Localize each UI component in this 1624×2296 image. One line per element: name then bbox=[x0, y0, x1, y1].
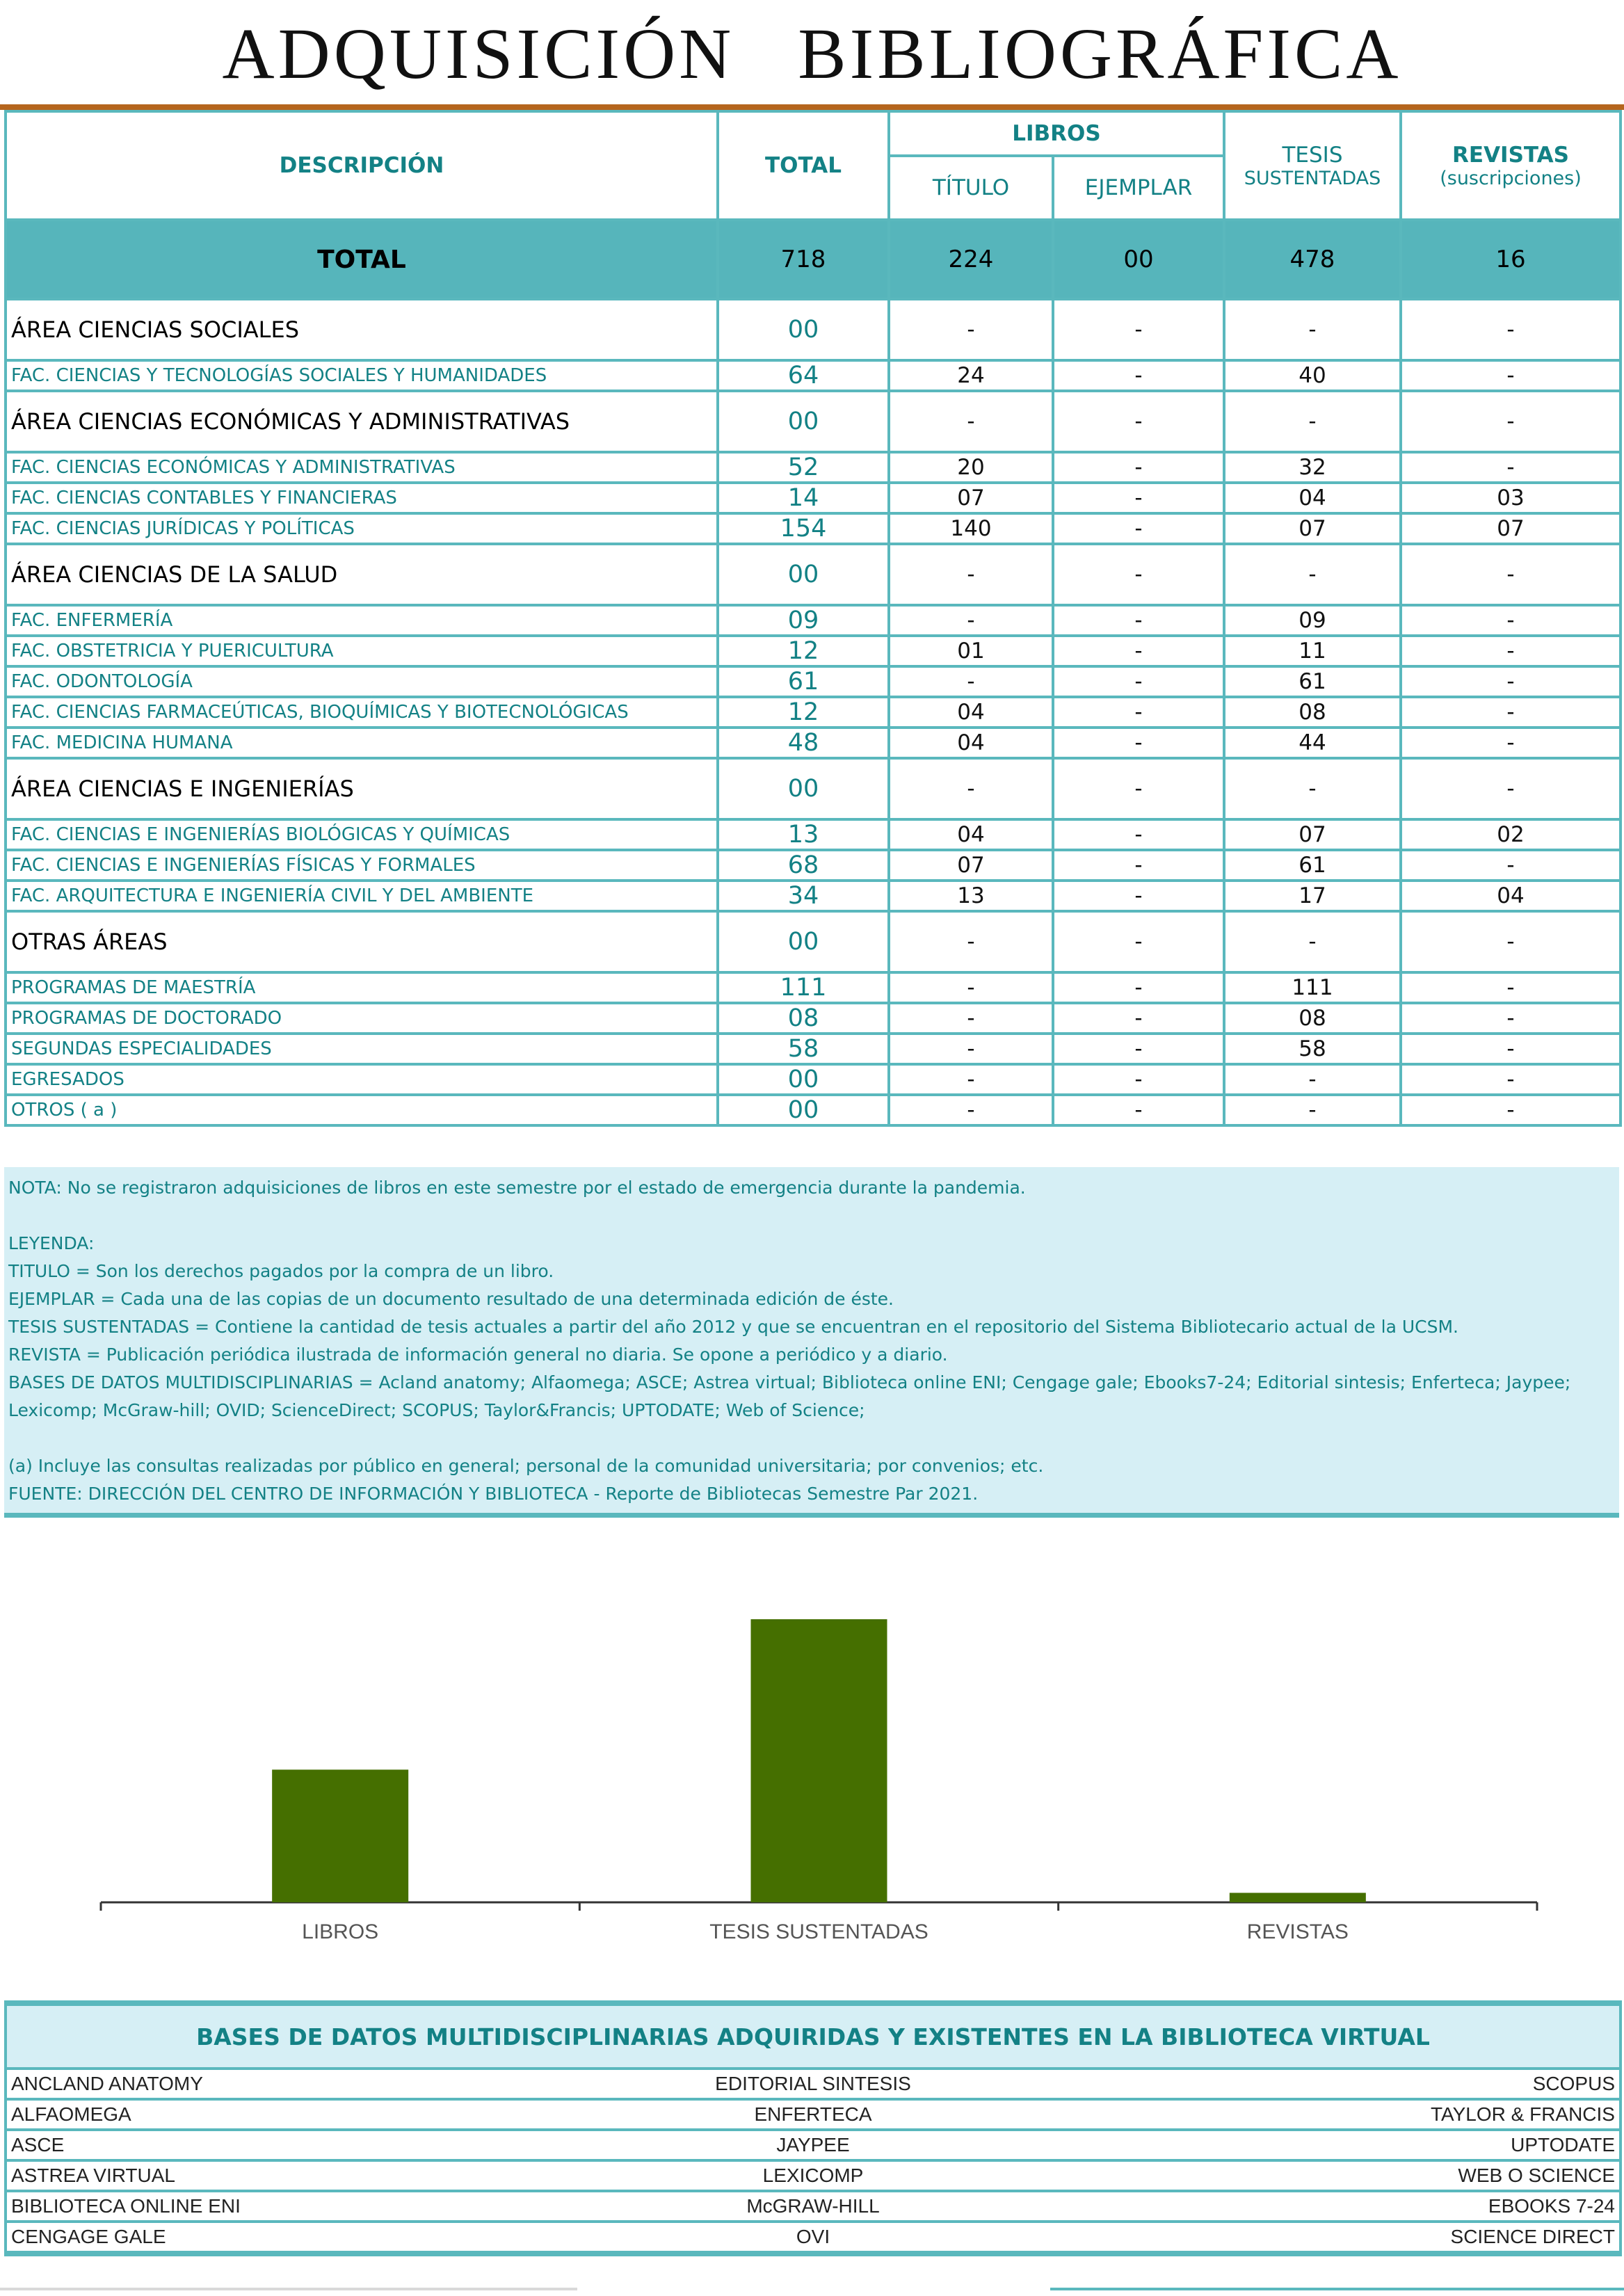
row-total: 111 bbox=[718, 972, 889, 1003]
row-total: 154 bbox=[718, 513, 889, 544]
row-description: FAC. CIENCIAS JURÍDICAS Y POLÍTICAS bbox=[6, 513, 718, 544]
bar-libros bbox=[272, 1769, 408, 1902]
row-total: 00 bbox=[718, 544, 889, 605]
row-titulo: - bbox=[889, 1003, 1053, 1034]
row-titulo: - bbox=[889, 972, 1053, 1003]
faculty-row bbox=[6, 1064, 1621, 1095]
header-revistas bbox=[1401, 111, 1621, 220]
row-ejemplar: - bbox=[1053, 911, 1224, 972]
database-name: CENGAGE GALE bbox=[6, 2222, 544, 2254]
row-revistas: - bbox=[1401, 299, 1621, 360]
notes-panel bbox=[4, 1167, 1619, 1518]
row-ejemplar: - bbox=[1053, 728, 1224, 758]
row-revistas: - bbox=[1401, 605, 1621, 636]
row-revistas: - bbox=[1401, 1064, 1621, 1095]
row-revistas: - bbox=[1401, 1095, 1621, 1125]
footer-rule-left bbox=[0, 2288, 577, 2290]
row-description: FAC. CIENCIAS E INGENIERÍAS FÍSICAS Y FORMALES bbox=[6, 850, 718, 881]
row-description: PROGRAMAS DE MAESTRÍA bbox=[6, 972, 718, 1003]
row-description: ÁREA CIENCIAS ECONÓMICAS Y ADMINISTRATIVAS bbox=[6, 391, 718, 452]
row-total: 14 bbox=[718, 483, 889, 513]
row-titulo: - bbox=[889, 1064, 1053, 1095]
row-description: FAC. ARQUITECTURA E INGENIERÍA CIVIL Y DEL AMBIENTE bbox=[6, 881, 718, 911]
row-total: 09 bbox=[718, 605, 889, 636]
database-name: McGRAW-HILL bbox=[544, 2191, 1082, 2222]
row-description: FAC. MEDICINA HUMANA bbox=[6, 728, 718, 758]
row-tesis: - bbox=[1224, 544, 1401, 605]
row-description: FAC. CIENCIAS ECONÓMICAS Y ADMINISTRATIVAS bbox=[6, 452, 718, 483]
row-ejemplar: - bbox=[1053, 1034, 1224, 1064]
row-total: 52 bbox=[718, 452, 889, 483]
faculty-row bbox=[6, 850, 1621, 881]
row-description: PROGRAMAS DE DOCTORADO bbox=[6, 1003, 718, 1034]
row-total: 12 bbox=[718, 636, 889, 666]
row-titulo: 13 bbox=[889, 881, 1053, 911]
faculty-row bbox=[6, 483, 1621, 513]
row-titulo: - bbox=[889, 1034, 1053, 1064]
title-rule bbox=[0, 104, 1624, 110]
row-tesis: - bbox=[1224, 391, 1401, 452]
row-tesis: 07 bbox=[1224, 819, 1401, 850]
row-revistas: - bbox=[1401, 911, 1621, 972]
row-total: 58 bbox=[718, 1034, 889, 1064]
row-titulo: 20 bbox=[889, 452, 1053, 483]
row-description: FAC. CIENCIAS FARMACEÚTICAS, BIOQUÍMICAS Y BIOTECNOLÓGICAS bbox=[6, 697, 718, 728]
bar-revistas bbox=[1230, 1893, 1366, 1902]
footer-rule-right bbox=[1050, 2288, 1624, 2290]
acquisition-bar-chart bbox=[70, 1586, 1565, 1961]
x-tick-label: REVISTAS bbox=[1246, 1920, 1349, 1943]
faculty-row bbox=[6, 360, 1621, 391]
row-tesis: - bbox=[1224, 758, 1401, 819]
total-total: 718 bbox=[718, 220, 889, 299]
row-tesis: 17 bbox=[1224, 881, 1401, 911]
header-titulo: TÍTULO bbox=[889, 156, 1053, 220]
row-ejemplar: - bbox=[1053, 1095, 1224, 1125]
legend-ejemplar: EJEMPLAR = Cada una de las copias de un documento resultado de una determinada edición de éste. bbox=[8, 1289, 894, 1309]
row-total: 00 bbox=[718, 1095, 889, 1125]
row-ejemplar: - bbox=[1053, 636, 1224, 666]
row-ejemplar: - bbox=[1053, 483, 1224, 513]
row-ejemplar: - bbox=[1053, 881, 1224, 911]
total-ejemplar: 00 bbox=[1053, 220, 1224, 299]
legend-tesis: TESIS SUSTENTADAS = Contiene la cantidad de tesis actuales a partir del año 2012 y que se encuentran en el repositorio del Sistema Bibliotecario actual de la UCSM. bbox=[8, 1317, 1458, 1337]
faculty-row bbox=[6, 972, 1621, 1003]
row-description: FAC. OBSTETRICIA Y PUERICULTURA bbox=[6, 636, 718, 666]
row-titulo: 04 bbox=[889, 819, 1053, 850]
row-ejemplar: - bbox=[1053, 360, 1224, 391]
row-total: 64 bbox=[718, 360, 889, 391]
faculty-row bbox=[6, 513, 1621, 544]
header-tesis bbox=[1224, 111, 1401, 220]
row-tesis: - bbox=[1224, 1095, 1401, 1125]
faculty-row bbox=[6, 605, 1621, 636]
row-revistas: - bbox=[1401, 697, 1621, 728]
header-tesis-label: TESIS bbox=[1282, 142, 1343, 168]
row-total: 00 bbox=[718, 391, 889, 452]
row-revistas: - bbox=[1401, 850, 1621, 881]
row-tesis: 07 bbox=[1224, 513, 1401, 544]
row-description: OTRAS ÁREAS bbox=[6, 911, 718, 972]
header-revistas-label: REVISTAS bbox=[1452, 142, 1569, 168]
row-tesis: 11 bbox=[1224, 636, 1401, 666]
faculty-row bbox=[6, 666, 1621, 697]
row-ejemplar: - bbox=[1053, 850, 1224, 881]
footnote-a: (a) Incluye las consultas realizadas por público en general; personal de la comunidad universitaria; por convenios; etc. bbox=[8, 1456, 1044, 1476]
row-tesis: 111 bbox=[1224, 972, 1401, 1003]
source-note: FUENTE: DIRECCIÓN DEL CENTRO DE INFORMACIÓN Y BIBLIOTECA - Reporte de Bibliotecas Semestre Par 2021. bbox=[8, 1484, 979, 1504]
database-name: OVI bbox=[544, 2222, 1082, 2254]
database-row bbox=[6, 2191, 1621, 2222]
row-total: 00 bbox=[718, 1064, 889, 1095]
row-ejemplar: - bbox=[1053, 972, 1224, 1003]
database-name: ASCE bbox=[6, 2130, 544, 2160]
page-title: ADQUISICIÓN BIBLIOGRÁFICA bbox=[222, 14, 1402, 94]
row-tesis: 58 bbox=[1224, 1034, 1401, 1064]
databases-title: BASES DE DATOS MULTIDISCIPLINARIAS ADQUIRIDAS Y EXISTENTES EN LA BIBLIOTECA VIRTUAL bbox=[6, 2003, 1621, 2069]
database-row bbox=[6, 2069, 1621, 2099]
database-row bbox=[6, 2160, 1621, 2191]
legend-titulo: TITULO = Son los derechos pagados por la compra de un libro. bbox=[8, 1261, 554, 1281]
row-tesis: 08 bbox=[1224, 697, 1401, 728]
faculty-row bbox=[6, 1034, 1621, 1064]
row-total: 00 bbox=[718, 299, 889, 360]
row-titulo: - bbox=[889, 911, 1053, 972]
row-description: FAC. CIENCIAS E INGENIERÍAS BIOLÓGICAS Y QUÍMICAS bbox=[6, 819, 718, 850]
row-titulo: - bbox=[889, 605, 1053, 636]
row-description: ÁREA CIENCIAS DE LA SALUD bbox=[6, 544, 718, 605]
database-name: UPTODATE bbox=[1082, 2130, 1621, 2160]
faculty-row bbox=[6, 452, 1621, 483]
row-total: 61 bbox=[718, 666, 889, 697]
row-revistas: 02 bbox=[1401, 819, 1621, 850]
row-tesis: 44 bbox=[1224, 728, 1401, 758]
row-ejemplar: - bbox=[1053, 697, 1224, 728]
row-ejemplar: - bbox=[1053, 666, 1224, 697]
total-row bbox=[6, 220, 1621, 299]
row-description: FAC. CIENCIAS CONTABLES Y FINANCIERAS bbox=[6, 483, 718, 513]
database-name: SCIENCE DIRECT bbox=[1082, 2222, 1621, 2254]
faculty-row bbox=[6, 636, 1621, 666]
header-ejemplar: EJEMPLAR bbox=[1053, 156, 1224, 220]
legend-revista: REVISTA = Publicación periódica ilustrada de información general no diaria. Se opone a periódico y a diario. bbox=[8, 1344, 948, 1365]
row-tesis: - bbox=[1224, 911, 1401, 972]
row-revistas: 04 bbox=[1401, 881, 1621, 911]
row-tesis: 32 bbox=[1224, 452, 1401, 483]
row-total: 12 bbox=[718, 697, 889, 728]
database-row bbox=[6, 2130, 1621, 2160]
database-name: ENFERTECA bbox=[544, 2099, 1082, 2130]
row-revistas: 03 bbox=[1401, 483, 1621, 513]
row-titulo: 04 bbox=[889, 728, 1053, 758]
row-titulo: - bbox=[889, 391, 1053, 452]
row-revistas: - bbox=[1401, 391, 1621, 452]
faculty-row bbox=[6, 728, 1621, 758]
legend-bases: BASES DE DATOS MULTIDISCIPLINARIAS = Acland anatomy; Alfaomega; ASCE; Astrea virtual; Biblioteca online ENI; Cengage gale; Ebooks7-24; Editorial sintesis; Enferteca; Jaypee; Lexicomp; McGraw-hill; OVID; ScienceDirect; SCOPUS; Taylor&Francis; UPTODATE; Web of Science; bbox=[8, 1372, 1571, 1420]
row-ejemplar: - bbox=[1053, 513, 1224, 544]
row-titulo: - bbox=[889, 666, 1053, 697]
row-titulo: 04 bbox=[889, 697, 1053, 728]
faculty-row bbox=[6, 697, 1621, 728]
row-total: 13 bbox=[718, 819, 889, 850]
row-revistas: - bbox=[1401, 1034, 1621, 1064]
row-tesis: 09 bbox=[1224, 605, 1401, 636]
row-tesis: 04 bbox=[1224, 483, 1401, 513]
faculty-row bbox=[6, 819, 1621, 850]
area-row bbox=[6, 391, 1621, 452]
row-description: FAC. ODONTOLOGÍA bbox=[6, 666, 718, 697]
header-tesis-sub: SUSTENTADAS bbox=[1244, 167, 1381, 189]
row-titulo: - bbox=[889, 1095, 1053, 1125]
row-ejemplar: - bbox=[1053, 1064, 1224, 1095]
total-tesis: 478 bbox=[1224, 220, 1401, 299]
row-revistas: - bbox=[1401, 728, 1621, 758]
row-description: ÁREA CIENCIAS SOCIALES bbox=[6, 299, 718, 360]
row-total: 48 bbox=[718, 728, 889, 758]
row-ejemplar: - bbox=[1053, 452, 1224, 483]
database-name: TAYLOR & FRANCIS bbox=[1082, 2099, 1621, 2130]
x-tick-label: LIBROS bbox=[302, 1920, 379, 1943]
row-ejemplar: - bbox=[1053, 758, 1224, 819]
database-name: SCOPUS bbox=[1082, 2069, 1621, 2099]
row-ejemplar: - bbox=[1053, 299, 1224, 360]
row-ejemplar: - bbox=[1053, 1003, 1224, 1034]
row-tesis: - bbox=[1224, 299, 1401, 360]
header-total: TOTAL bbox=[718, 111, 889, 220]
row-total: 00 bbox=[718, 911, 889, 972]
row-description: FAC. ENFERMERÍA bbox=[6, 605, 718, 636]
row-titulo: 01 bbox=[889, 636, 1053, 666]
database-name: EBOOKS 7-24 bbox=[1082, 2191, 1621, 2222]
row-description: SEGUNDAS ESPECIALIDADES bbox=[6, 1034, 718, 1064]
row-total: 68 bbox=[718, 850, 889, 881]
faculty-row bbox=[6, 1095, 1621, 1125]
row-titulo: 07 bbox=[889, 483, 1053, 513]
row-titulo: - bbox=[889, 299, 1053, 360]
row-tesis: 61 bbox=[1224, 666, 1401, 697]
database-name: BIBLIOTECA ONLINE ENI bbox=[6, 2191, 544, 2222]
row-revistas: 07 bbox=[1401, 513, 1621, 544]
row-titulo: - bbox=[889, 544, 1053, 605]
total-revistas: 16 bbox=[1401, 220, 1621, 299]
faculty-row bbox=[6, 1003, 1621, 1034]
row-description: ÁREA CIENCIAS E INGENIERÍAS bbox=[6, 758, 718, 819]
row-tesis: 61 bbox=[1224, 850, 1401, 881]
database-row bbox=[6, 2099, 1621, 2130]
row-revistas: - bbox=[1401, 1003, 1621, 1034]
row-revistas: - bbox=[1401, 452, 1621, 483]
row-description: EGRESADOS bbox=[6, 1064, 718, 1095]
database-name: EDITORIAL SINTESIS bbox=[544, 2069, 1082, 2099]
row-revistas: - bbox=[1401, 758, 1621, 819]
row-revistas: - bbox=[1401, 636, 1621, 666]
database-name: WEB O SCIENCE bbox=[1082, 2160, 1621, 2191]
area-row bbox=[6, 758, 1621, 819]
databases-table bbox=[4, 2000, 1622, 2256]
database-row bbox=[6, 2222, 1621, 2254]
database-name: ALFAOMEGA bbox=[6, 2099, 544, 2130]
row-revistas: - bbox=[1401, 666, 1621, 697]
row-titulo: 07 bbox=[889, 850, 1053, 881]
row-tesis: - bbox=[1224, 1064, 1401, 1095]
header-revistas-sub: (suscripciones) bbox=[1440, 167, 1582, 189]
row-titulo: 140 bbox=[889, 513, 1053, 544]
row-tesis: 40 bbox=[1224, 360, 1401, 391]
row-revistas: - bbox=[1401, 972, 1621, 1003]
row-total: 34 bbox=[718, 881, 889, 911]
bar-tesis-sustentadas bbox=[751, 1619, 887, 1902]
row-description: FAC. CIENCIAS Y TECNOLOGÍAS SOCIALES Y HUMANIDADES bbox=[6, 360, 718, 391]
x-tick-label: TESIS SUSTENTADAS bbox=[709, 1920, 928, 1943]
row-tesis: 08 bbox=[1224, 1003, 1401, 1034]
row-total: 08 bbox=[718, 1003, 889, 1034]
row-ejemplar: - bbox=[1053, 391, 1224, 452]
total-titulo: 224 bbox=[889, 220, 1053, 299]
area-row bbox=[6, 299, 1621, 360]
row-ejemplar: - bbox=[1053, 544, 1224, 605]
database-name: JAYPEE bbox=[544, 2130, 1082, 2160]
database-name: ANCLAND ANATOMY bbox=[6, 2069, 544, 2099]
faculty-row bbox=[6, 881, 1621, 911]
note-text: NOTA: No se registraron adquisiciones de libros en este semestre por el estado de emergencia durante la pandemia. bbox=[8, 1178, 1026, 1198]
acquisition-table bbox=[4, 110, 1622, 1127]
total-label: TOTAL bbox=[6, 220, 718, 299]
area-row bbox=[6, 911, 1621, 972]
row-revistas: - bbox=[1401, 544, 1621, 605]
row-titulo: - bbox=[889, 758, 1053, 819]
header-descripcion: DESCRIPCIÓN bbox=[6, 111, 718, 220]
row-total: 00 bbox=[718, 758, 889, 819]
database-name: ASTREA VIRTUAL bbox=[6, 2160, 544, 2191]
row-description: OTROS ( a ) bbox=[6, 1095, 718, 1125]
row-titulo: 24 bbox=[889, 360, 1053, 391]
header-libros: LIBROS bbox=[889, 111, 1224, 156]
row-revistas: - bbox=[1401, 360, 1621, 391]
database-name: LEXICOMP bbox=[544, 2160, 1082, 2191]
row-ejemplar: - bbox=[1053, 819, 1224, 850]
row-ejemplar: - bbox=[1053, 605, 1224, 636]
legend-heading: LEYENDA: bbox=[8, 1233, 95, 1253]
area-row bbox=[6, 544, 1621, 605]
